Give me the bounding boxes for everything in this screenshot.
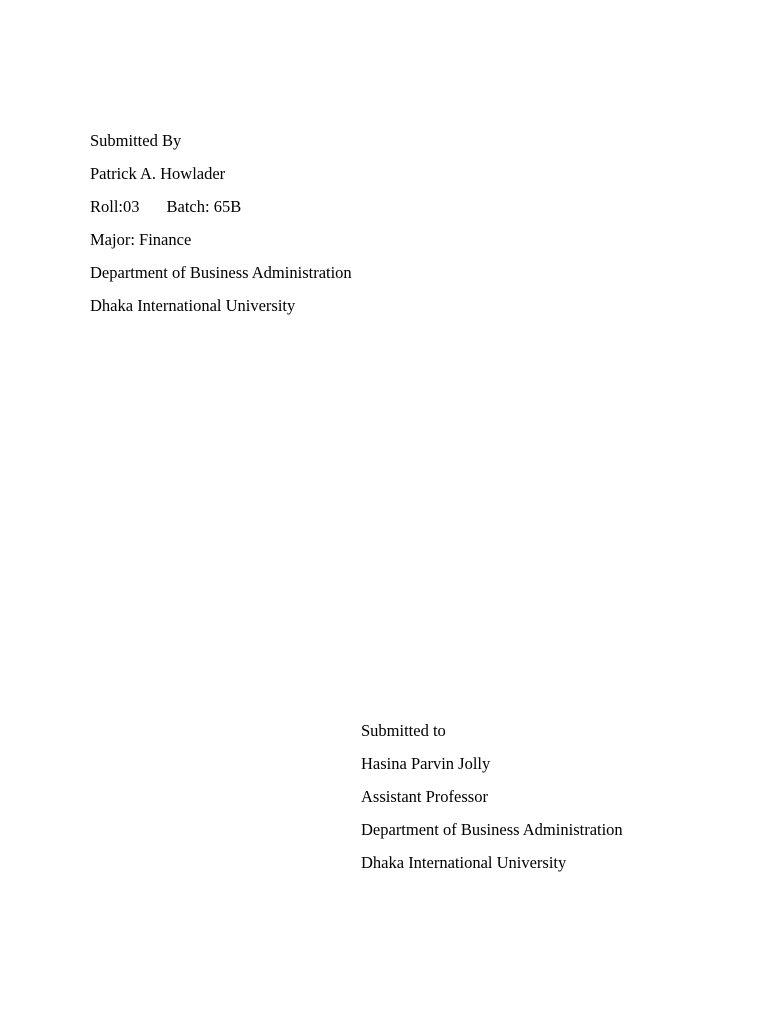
teacher-designation: Assistant Professor bbox=[361, 787, 488, 806]
teacher-department: Department of Business Administration bbox=[361, 820, 623, 839]
student-department: Department of Business Administration bbox=[90, 263, 352, 282]
student-major: Major: Finance bbox=[90, 230, 192, 249]
teacher-name: Hasina Parvin Jolly bbox=[361, 754, 491, 773]
submitted-by-block bbox=[90, 124, 352, 322]
student-name: Patrick A. Howlader bbox=[90, 164, 226, 183]
roll-number: Roll:03 bbox=[90, 197, 140, 216]
student-university: Dhaka International University bbox=[90, 296, 296, 315]
batch-number: Batch: 65B bbox=[166, 197, 242, 216]
teacher-university: Dhaka International University bbox=[361, 853, 567, 872]
submitted-to-block bbox=[361, 714, 623, 879]
submitted-by-heading: Submitted By bbox=[90, 131, 182, 150]
roll-batch-line bbox=[90, 190, 352, 223]
submitted-to-heading: Submitted to bbox=[361, 721, 446, 740]
